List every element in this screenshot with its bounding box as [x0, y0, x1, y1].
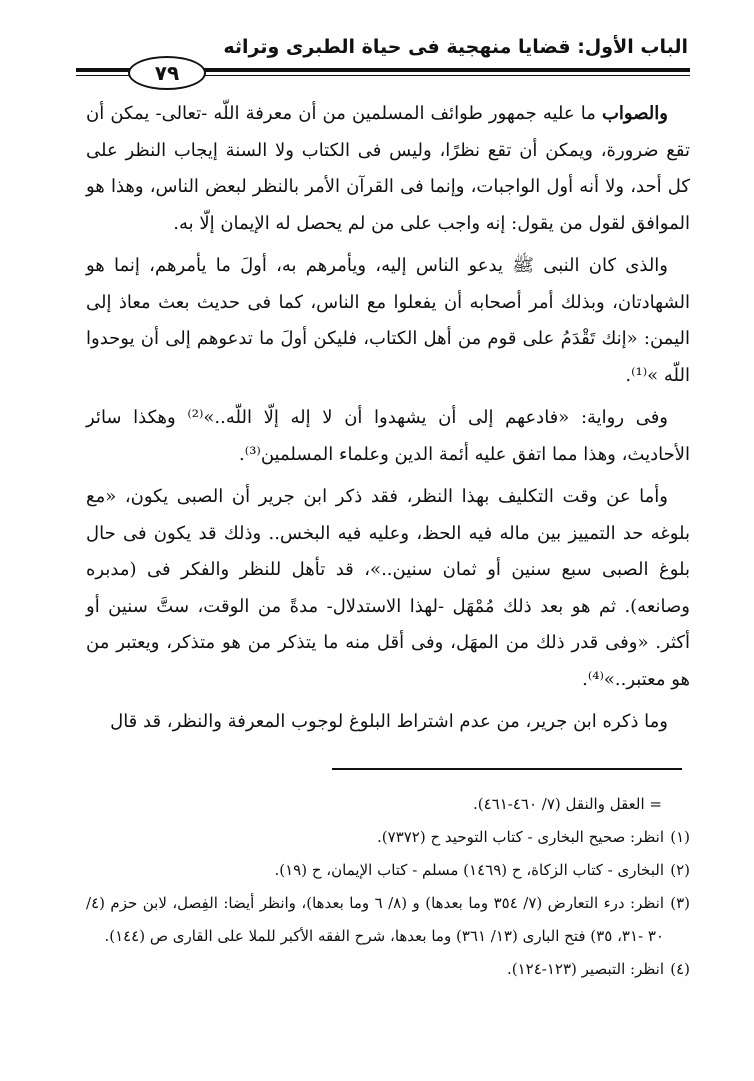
page-number-badge — [128, 56, 206, 90]
footnotes — [86, 788, 690, 986]
paragraph-5: وما ذكره ابن جرير، من عدم اشتراط البلوغ لوجوب المعرفة والنظر، قد قال — [110, 711, 668, 732]
footnote-number: (١) — [670, 828, 690, 846]
footnote-text: انظر: درء التعارض (٧/ ٣٥٤ وما بعدها) و (٨/ ٦ وما بعدها)، وانظر أيضا: الفِصل، لابن حزم (٤/ ٣٠ -٣١، ٣٥) فتح البارى (١٣/ ٣٦١) وما بعدها، شرح الفقه الأكبر للملا على القارى ص (١٤٤). — [86, 894, 664, 945]
footnote-number: (٢) — [670, 861, 690, 879]
footnote-text: انظر: صحيح البخارى - كتاب التوحيد ح (٧٣٧٢). — [377, 828, 664, 846]
running-header-title: الباب الأول: قضايا منهجية فى حياة الطبرى وتراثه — [223, 36, 688, 58]
footnote-text: انظر: التبصير (١٢٣-١٢٤). — [506, 960, 664, 978]
footnote-number: (٤) — [670, 960, 690, 978]
page-number: ٧٩ — [154, 61, 180, 85]
footnote-3 — [86, 887, 690, 953]
main-text — [86, 96, 690, 741]
footnote-2 — [86, 854, 690, 887]
footnote-continuation — [86, 788, 690, 821]
paragraph-2: والذى كان النبى ﷺ يدعو الناس إليه، ويأمرهم به، أولَ ما يأمرهم، إنما هو الشهادتان، وبذلك أمر أصحابه أن يفعلوا مع الناس، كما فى حديث بعث معاذ إلى اليمن: «إنك تَقْدَمُ على قوم من أهل الكتاب، فليكن أولَ ما تدعوهم إلى أن يوحدوا اللّه »⁽¹⁾. — [86, 255, 690, 386]
footnote-4 — [86, 953, 690, 986]
paragraph-3: وفى رواية: «فادعهم إلى أن يشهدوا أن لا إله إلّا اللّه..»⁽²⁾ وهكذا سائر الأحاديث، وهذا مما اتفق عليه أئمة الدين وعلماء المسلمين⁽³⁾. — [86, 407, 690, 465]
paragraph-1-lead-word: والصواب — [601, 103, 668, 124]
paragraph-4: وأما عن وقت التكليف بهذا النظر، فقد ذكر ابن جرير أن الصبى يكون، «مع بلوغه حد التمييز بين ماله فيه الحظ، وعليه فيه البخس.. وذلك قد يكون فى حال بلوغ الصبى سبع سنين أو ثمان سنين..»، قد تأهل للنظر والفكر فى (مدبره وصانعه). ثم هو بعد ذلك مُمْهَل -لهذا الاستدلال- مدةً من الوقت، ستَّ سنين أو أكثر. «وفى قدر ذلك من المهَل، وفى أقل منه ما يتذكر من هو متذكر، ويعتبر من هو معتبر..»⁽⁴⁾. — [86, 486, 690, 690]
paragraph-1 — [86, 96, 690, 242]
footnote-separator — [332, 768, 682, 770]
footnote-number: (٣) — [670, 894, 690, 912]
footnote-continuation-text: = العقل والنقل (٧/ ٤٦٠-٤٦١). — [472, 795, 662, 813]
footnote-1 — [86, 821, 690, 854]
paragraph-1-text: ما عليه جمهور طوائف المسلمين من أن معرفة اللّه -تعالى- يمكن أن تقع ضرورة، ويمكن أن تقع نظرًا، وليس فى الكتاب ولا السنة إيجاب النظر على كل أحد، ولا أنه أول الواجبات، وإنما فى القرآن الأمر بالنظر لبعض الناس، وهذا هو الموافق لقول من يقول: إنه واجب على من لم يحصل له الإيمان إلّا به. — [86, 103, 690, 234]
footnote-text: البخارى - كتاب الزكاة، ح (١٤٦٩) مسلم - كتاب الإيمان، ح (١٩). — [274, 861, 664, 879]
